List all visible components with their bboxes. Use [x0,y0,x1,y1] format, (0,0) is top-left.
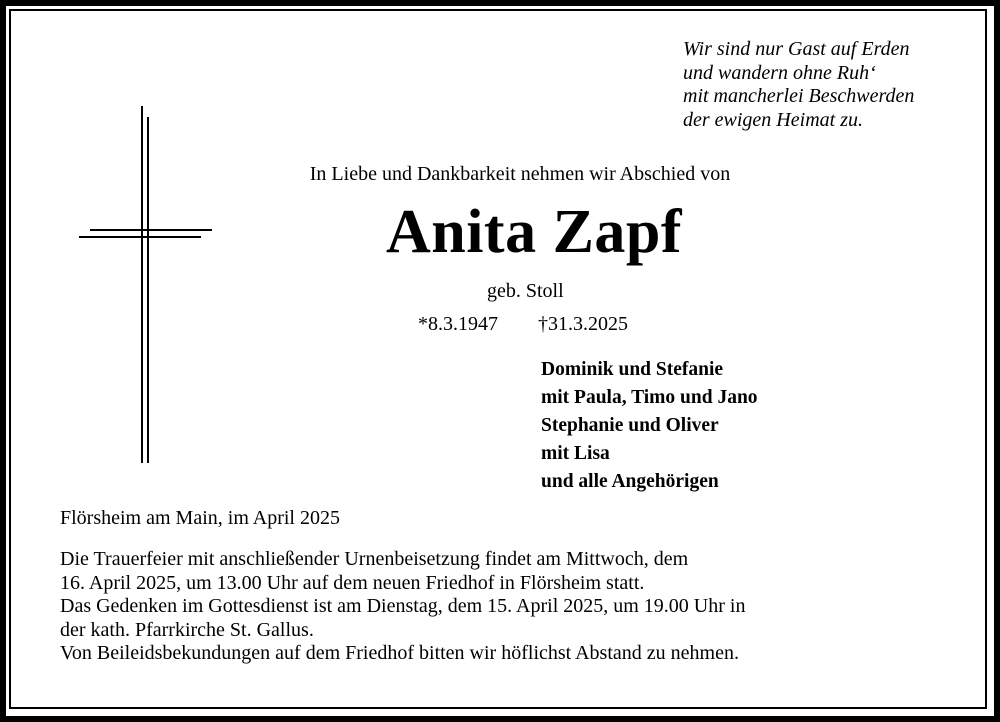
info-line: Das Gedenken im Gottesdienst ist am Dienstag, dem 15. April 2025, um 19.00 Uhr in [60,595,746,617]
intro-text: In Liebe und Dankbarkeit nehmen wir Abschied von [309,163,731,185]
family-line: und alle Angehörigen [541,471,719,492]
poem [683,38,914,132]
funeral-info [60,548,745,666]
poem-line: der ewigen Heimat zu. [683,108,863,131]
family-line: mit Paula, Timo und Jano [541,387,758,408]
poem-line: Wir sind nur Gast auf Erden [683,38,910,60]
maiden-name: geb. Stoll [487,280,564,302]
info-line: Die Trauerfeier mit anschließender Urnenbeisetzung findet am Mittwoch, dem [60,548,689,570]
poem-line: mit mancherlei Beschwerden [683,85,915,107]
info-line: Von Beileidsbekundungen auf dem Friedhof bitten wir höflichst Abstand zu nehmen. [60,642,739,664]
family-list [541,356,758,496]
info-line: der kath. Pfarrkirche St. Gallus. [60,618,314,641]
poem-line: und wandern ohne Ruh‘ [683,61,876,84]
deceased-name: Anita Zapf [385,198,683,266]
family-line: Dominik und Stefanie [541,359,724,380]
family-line: Stephanie und Oliver [541,415,719,436]
death-date: †31.3.2025 [538,313,628,335]
birth-date: *8.3.1947 [418,313,498,335]
place-date: Flörsheim am Main, im April 2025 [60,507,340,529]
family-line: mit Lisa [541,443,610,464]
info-line: 16. April 2025, um 13.00 Uhr auf dem neuen Friedhof in Flörsheim statt. [60,571,645,594]
